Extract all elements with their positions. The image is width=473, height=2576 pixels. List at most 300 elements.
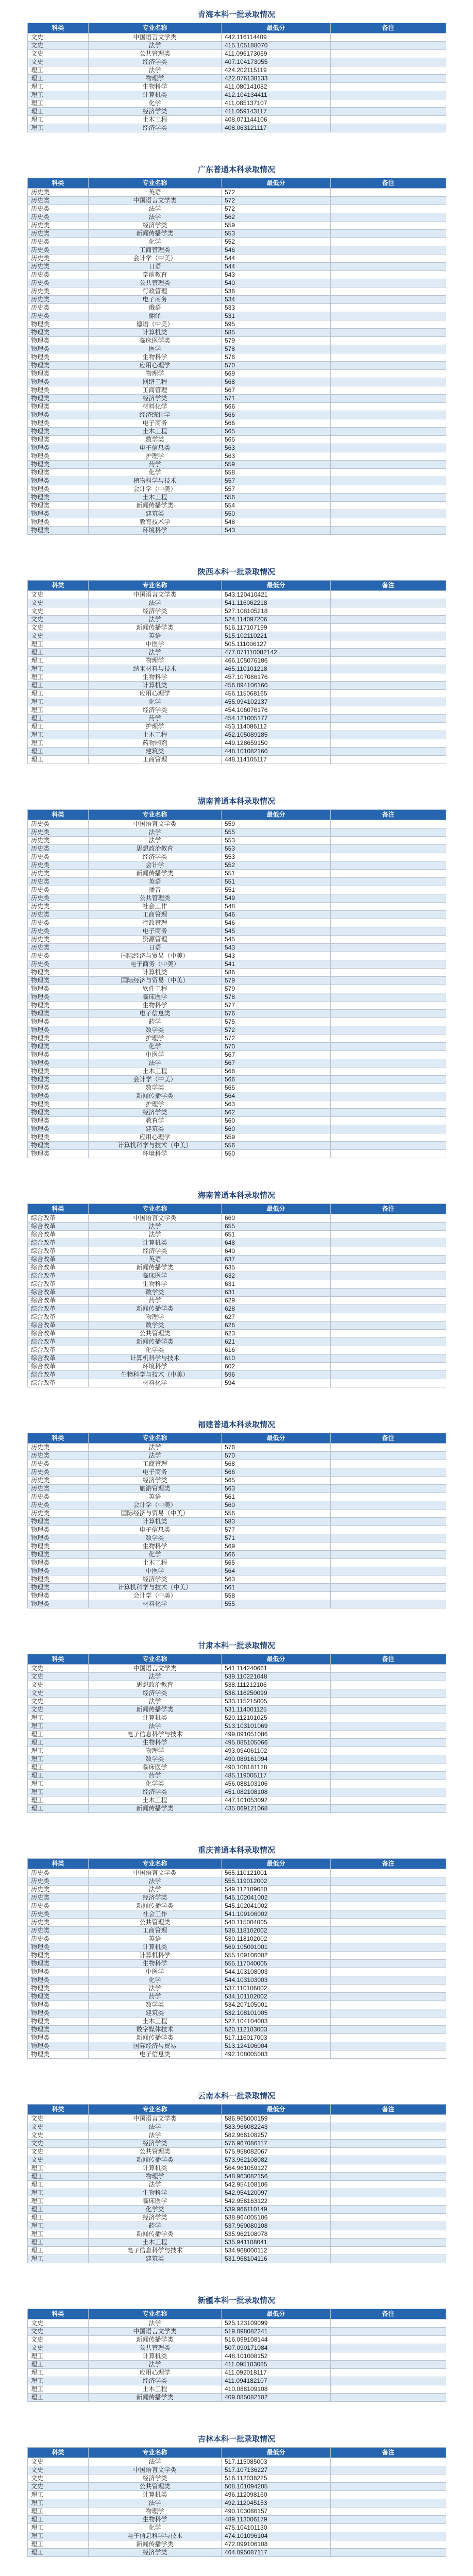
- score-cell: 541: [222, 960, 331, 969]
- score-cell: 563: [222, 444, 331, 452]
- major-cell: 计算机类: [89, 682, 222, 690]
- major-cell: 生物科学: [89, 1002, 222, 1010]
- subject-cell: 理工: [28, 2361, 89, 2369]
- subject-cell: 理工: [28, 649, 89, 657]
- major-cell: 网络工程: [89, 378, 222, 386]
- table-row: [28, 756, 446, 764]
- subject-cell: 理工: [28, 83, 89, 91]
- major-cell: 法学: [89, 2123, 222, 2131]
- note-cell: [331, 75, 446, 83]
- column-header-note: 备注: [331, 1859, 446, 1869]
- score-cell: 435.069121068: [222, 1805, 331, 1813]
- score-cell: 517.115085003: [222, 2458, 331, 2466]
- table-row: [28, 2483, 446, 2491]
- score-cell: 594: [222, 1379, 331, 1387]
- table-row: [28, 1305, 446, 1313]
- note-cell: [331, 1902, 446, 1910]
- note-cell: [331, 2499, 446, 2507]
- major-cell: 法学: [89, 1444, 222, 1452]
- score-cell: 577: [222, 1002, 331, 1010]
- note-cell: [331, 1043, 446, 1051]
- major-cell: 法学: [89, 1698, 222, 1706]
- admission-section: [27, 1188, 446, 1387]
- table-row: [28, 2466, 446, 2475]
- major-cell: 软件工程: [89, 985, 222, 993]
- column-header-score: 最低分: [222, 2448, 331, 2458]
- subject-cell: 理工: [28, 2189, 89, 2197]
- table-row: [28, 1869, 446, 1877]
- note-cell: [331, 706, 446, 715]
- table-row: [28, 665, 446, 673]
- major-cell: 国际经济与贸易（中美）: [89, 1510, 222, 1518]
- table-row: [28, 1051, 446, 1059]
- major-cell: 法学: [89, 1886, 222, 1894]
- table-row: [28, 469, 446, 477]
- major-cell: 临床医学: [89, 2197, 222, 2206]
- note-cell: [331, 723, 446, 731]
- score-cell: 537.110106002: [222, 1985, 331, 1993]
- subject-cell: 理工: [28, 2507, 89, 2516]
- score-cell: 585: [222, 329, 331, 337]
- note-cell: [331, 312, 446, 320]
- score-cell: 527.108105218: [222, 607, 331, 616]
- major-cell: 土木工程: [89, 2385, 222, 2394]
- table-row: [28, 1100, 446, 1109]
- score-cell: 628: [222, 1305, 331, 1313]
- note-cell: [331, 395, 446, 403]
- table-header-row: [28, 1859, 446, 1869]
- note-cell: [331, 1886, 446, 1894]
- table-row: [28, 1363, 446, 1371]
- major-cell: 法学: [89, 1231, 222, 1239]
- note-cell: [331, 2458, 446, 2466]
- subject-cell: 历史类: [28, 861, 89, 870]
- major-cell: 法学: [89, 1985, 222, 1993]
- score-cell: 477.071110082142: [222, 649, 331, 657]
- note-cell: [331, 1526, 446, 1534]
- major-cell: 计算机类: [89, 1714, 222, 1722]
- table-row: [28, 1551, 446, 1559]
- subject-cell: 物理类: [28, 1059, 89, 1067]
- note-cell: [331, 2466, 446, 2475]
- table-row: [28, 1002, 446, 1010]
- subject-cell: 物理类: [28, 985, 89, 993]
- note-cell: [331, 927, 446, 936]
- score-cell: 565: [222, 1477, 331, 1485]
- major-cell: 材料化学: [89, 1379, 222, 1387]
- note-cell: [331, 1764, 446, 1772]
- note-cell: [331, 1018, 446, 1026]
- major-cell: 经济学类: [89, 1894, 222, 1902]
- score-cell: 411.095103085: [222, 2361, 331, 2369]
- score-cell: 565: [222, 1559, 331, 1567]
- note-cell: [331, 944, 446, 952]
- major-cell: 播音: [89, 886, 222, 894]
- subject-cell: 文史: [28, 591, 89, 599]
- subject-cell: 理工: [28, 75, 89, 83]
- score-cell: 595: [222, 320, 331, 329]
- major-cell: 中国语言文学类: [89, 1214, 222, 1223]
- score-cell: 544.103103003: [222, 1976, 331, 1985]
- note-cell: [331, 255, 446, 263]
- score-cell: 552: [222, 861, 331, 870]
- note-cell: [331, 837, 446, 845]
- subject-cell: 物理类: [28, 1043, 89, 1051]
- note-cell: [331, 2507, 446, 2516]
- score-cell: 596: [222, 1371, 331, 1379]
- score-cell: 655: [222, 1223, 331, 1231]
- table-row: [28, 2230, 446, 2239]
- table-row: [28, 2361, 446, 2369]
- subject-cell: 理工: [28, 1755, 89, 1764]
- note-cell: [331, 411, 446, 419]
- note-cell: [331, 1084, 446, 1092]
- score-cell: 550: [222, 510, 331, 518]
- subject-cell: 历史类: [28, 1902, 89, 1910]
- score-cell: 555: [222, 1600, 331, 1608]
- major-cell: 数学类: [89, 436, 222, 444]
- score-cell: 466.105076186: [222, 657, 331, 665]
- note-cell: [331, 739, 446, 748]
- score-cell: 565.110121001: [222, 1869, 331, 1877]
- table-row: [28, 1902, 446, 1910]
- note-cell: [331, 1256, 446, 1264]
- subject-cell: 物理类: [28, 1584, 89, 1592]
- note-cell: [331, 2369, 446, 2377]
- score-cell: 490.103086157: [222, 2507, 331, 2516]
- major-cell: 会计学（中美）: [89, 485, 222, 494]
- subject-cell: 物理类: [28, 1076, 89, 1084]
- subject-cell: 理工: [28, 2385, 89, 2394]
- table-row: [28, 706, 446, 715]
- score-cell: 541.109106002: [222, 1910, 331, 1919]
- major-cell: 新闻传播学类: [89, 1092, 222, 1100]
- note-cell: [331, 870, 446, 878]
- subject-cell: 物理类: [28, 2042, 89, 2050]
- major-cell: 计算机科学与技术（中美）: [89, 1142, 222, 1150]
- admission-table: [27, 809, 446, 1158]
- note-cell: [331, 50, 446, 58]
- section-title: 新疆本科一批录取情况: [197, 2296, 275, 2305]
- subject-cell: 物理类: [28, 1067, 89, 1076]
- score-cell: 623: [222, 1330, 331, 1338]
- score-cell: 610: [222, 1354, 331, 1363]
- major-cell: 经济学类: [89, 1689, 222, 1698]
- table-row: [28, 255, 446, 263]
- score-cell: 553: [222, 230, 331, 238]
- table-row: [28, 927, 446, 936]
- table-row: [28, 1338, 446, 1346]
- score-cell: 527.104104003: [222, 2018, 331, 2026]
- note-cell: [331, 2001, 446, 2009]
- table-row: [28, 1010, 446, 1018]
- table-row: [28, 1468, 446, 1477]
- score-cell: 546: [222, 246, 331, 255]
- column-header-subject: 科类: [28, 178, 89, 189]
- score-cell: 448.101082160: [222, 748, 331, 756]
- table-row: [28, 723, 446, 731]
- note-cell: [331, 419, 446, 428]
- major-cell: 计算机科学与技术（中美）: [89, 1584, 222, 1592]
- major-cell: 生物科学: [89, 2189, 222, 2197]
- score-cell: 543: [222, 527, 331, 535]
- table-row: [28, 1755, 446, 1764]
- subject-cell: 历史类: [28, 894, 89, 903]
- table-row: [28, 2042, 446, 2050]
- table-row: [28, 2206, 446, 2214]
- score-cell: 531: [222, 312, 331, 320]
- subject-cell: 理工: [28, 1747, 89, 1755]
- table-row: [28, 527, 446, 535]
- score-cell: 567: [222, 1059, 331, 1067]
- table-row: [28, 936, 446, 944]
- major-cell: 工商管理: [89, 386, 222, 395]
- score-cell: 555.117040005: [222, 1960, 331, 1968]
- subject-cell: 综合改革: [28, 1239, 89, 1247]
- table-row: [28, 944, 446, 952]
- table-row: [28, 861, 446, 870]
- note-cell: [331, 820, 446, 828]
- score-cell: 448.114105117: [222, 756, 331, 764]
- subject-cell: 历史类: [28, 1460, 89, 1468]
- major-cell: 植物科学与技术: [89, 477, 222, 485]
- table-row: [28, 2549, 446, 2557]
- major-cell: 英语: [89, 878, 222, 886]
- note-cell: [331, 969, 446, 977]
- note-cell: [331, 2540, 446, 2549]
- table-row: [28, 1952, 446, 1960]
- column-header-note: 备注: [331, 178, 446, 189]
- note-cell: [331, 1952, 446, 1960]
- table-row: [28, 205, 446, 213]
- major-cell: 土木工程: [89, 2239, 222, 2247]
- table-row: [28, 624, 446, 632]
- subject-cell: 文史: [28, 624, 89, 632]
- major-cell: 化学: [89, 469, 222, 477]
- subject-cell: 理工: [28, 2499, 89, 2507]
- major-cell: 法学: [89, 599, 222, 607]
- score-cell: 454.106076176: [222, 706, 331, 715]
- subject-cell: 综合改革: [28, 1289, 89, 1297]
- score-cell: 578: [222, 993, 331, 1002]
- subject-cell: 文史: [28, 2336, 89, 2344]
- score-cell: 409.085082102: [222, 2394, 331, 2402]
- note-cell: [331, 2123, 446, 2131]
- table-row: [28, 2026, 446, 2034]
- table-row: [28, 1877, 446, 1886]
- table-row: [28, 853, 446, 861]
- score-cell: 579: [222, 977, 331, 985]
- table-row: [28, 1575, 446, 1584]
- column-header-subject: 科类: [28, 2105, 89, 2115]
- column-header-subject: 科类: [28, 1859, 89, 1869]
- score-cell: 520.112101025: [222, 1714, 331, 1722]
- subject-cell: 文史: [28, 1673, 89, 1681]
- score-cell: 629: [222, 1297, 331, 1305]
- major-cell: 新闻传播学类: [89, 2336, 222, 2344]
- subject-cell: 物理类: [28, 1600, 89, 1608]
- note-cell: [331, 1567, 446, 1575]
- note-cell: [331, 828, 446, 837]
- major-cell: 经济学类: [89, 58, 222, 66]
- score-cell: 555.119012002: [222, 1877, 331, 1886]
- subject-cell: 物理类: [28, 1010, 89, 1018]
- table-row: [28, 690, 446, 698]
- note-cell: [331, 894, 446, 903]
- note-cell: [331, 527, 446, 535]
- subject-cell: 历史类: [28, 255, 89, 263]
- score-cell: 411.092018117: [222, 2369, 331, 2377]
- note-cell: [331, 1681, 446, 1689]
- note-cell: [331, 1297, 446, 1305]
- table-row: [28, 649, 446, 657]
- major-cell: 法学: [89, 2131, 222, 2140]
- table-row: [28, 329, 446, 337]
- note-cell: [331, 1363, 446, 1371]
- major-cell: 教育技术学: [89, 518, 222, 527]
- major-cell: 行政管理: [89, 919, 222, 927]
- section-title: 重庆普通本科录取情况: [197, 1846, 275, 1855]
- table-row: [28, 878, 446, 886]
- note-cell: [331, 1747, 446, 1755]
- subject-cell: 理工: [28, 731, 89, 739]
- note-cell: [331, 748, 446, 756]
- subject-cell: 文史: [28, 2156, 89, 2164]
- subject-cell: 历史类: [28, 870, 89, 878]
- subject-cell: 文史: [28, 2458, 89, 2466]
- note-cell: [331, 2516, 446, 2524]
- column-header-major: 专业名称: [89, 810, 222, 820]
- score-cell: 565: [222, 428, 331, 436]
- table-row: [28, 403, 446, 411]
- note-cell: [331, 238, 446, 246]
- subject-cell: 理工: [28, 1805, 89, 1813]
- subject-cell: 历史类: [28, 1894, 89, 1902]
- table-row: [28, 296, 446, 304]
- subject-cell: 理工: [28, 682, 89, 690]
- subject-cell: 历史类: [28, 1468, 89, 1477]
- table-row: [28, 886, 446, 894]
- table-row: [28, 820, 446, 828]
- table-row: [28, 2140, 446, 2148]
- table-row: [28, 1993, 446, 2001]
- subject-cell: 综合改革: [28, 1346, 89, 1354]
- subject-cell: 物理类: [28, 1968, 89, 1976]
- major-cell: 环境科学: [89, 527, 222, 535]
- table-row: [28, 353, 446, 362]
- subject-cell: 文史: [28, 2319, 89, 2328]
- table-header-row: [28, 1433, 446, 1444]
- note-cell: [331, 189, 446, 197]
- score-cell: 464.095087117: [222, 2549, 331, 2557]
- note-cell: [331, 1460, 446, 1468]
- score-cell: 532.108101005: [222, 2009, 331, 2018]
- table-row: [28, 985, 446, 993]
- major-cell: 生物科学: [89, 2516, 222, 2524]
- score-cell: 495.085105066: [222, 1739, 331, 1747]
- admission-table: [27, 2104, 446, 2263]
- score-cell: 517.116017003: [222, 2034, 331, 2042]
- table-row: [28, 1117, 446, 1125]
- note-cell: [331, 2042, 446, 2050]
- note-cell: [331, 230, 446, 238]
- major-cell: 公共管理类: [89, 2483, 222, 2491]
- major-cell: 新闻传播学类: [89, 2540, 222, 2549]
- note-cell: [331, 1534, 446, 1543]
- note-cell: [331, 2148, 446, 2156]
- score-cell: 474.101096104: [222, 2532, 331, 2540]
- section-title: 海南普通本科录取情况: [197, 1191, 275, 1200]
- table-row: [28, 1059, 446, 1067]
- table-row: [28, 591, 446, 599]
- subject-cell: 物理类: [28, 320, 89, 329]
- column-header-note: 备注: [331, 581, 446, 591]
- table-row: [28, 452, 446, 461]
- major-cell: 数学类: [89, 1084, 222, 1092]
- score-cell: 472.099106108: [222, 2540, 331, 2549]
- subject-cell: 历史类: [28, 886, 89, 894]
- table-row: [28, 1313, 446, 1321]
- subject-cell: 文史: [28, 1689, 89, 1698]
- table-row: [28, 312, 446, 320]
- note-cell: [331, 1592, 446, 1600]
- score-cell: 545: [222, 927, 331, 936]
- note-cell: [331, 116, 446, 124]
- table-row: [28, 287, 446, 296]
- table-row: [28, 1280, 446, 1289]
- table-row: [28, 2507, 446, 2516]
- score-cell: 556: [222, 1510, 331, 1518]
- subject-cell: 理工: [28, 1731, 89, 1739]
- subject-cell: 理工: [28, 108, 89, 116]
- note-cell: [331, 2050, 446, 2059]
- major-cell: 土木工程: [89, 116, 222, 124]
- subject-cell: 理工: [28, 673, 89, 682]
- score-cell: 572: [222, 1035, 331, 1043]
- column-header-score: 最低分: [222, 23, 331, 33]
- score-cell: 496.112098160: [222, 2491, 331, 2499]
- subject-cell: 历史类: [28, 1869, 89, 1877]
- column-header-score: 最低分: [222, 1204, 331, 1214]
- table-row: [28, 1289, 446, 1297]
- column-header-score: 最低分: [222, 2309, 331, 2319]
- subject-cell: 历史类: [28, 205, 89, 213]
- table-row: [28, 960, 446, 969]
- section-title: 甘肃本科一批录取情况: [197, 1641, 275, 1650]
- major-cell: 经济学类: [89, 2377, 222, 2385]
- major-cell: 德语（中美）: [89, 320, 222, 329]
- score-cell: 576.967086117: [222, 2140, 331, 2148]
- note-cell: [331, 58, 446, 66]
- table-row: [28, 607, 446, 616]
- table-row: [28, 213, 446, 222]
- subject-cell: 历史类: [28, 853, 89, 861]
- major-cell: 数学类: [89, 1321, 222, 1330]
- note-cell: [331, 698, 446, 706]
- score-cell: 545.102041002: [222, 1902, 331, 1910]
- major-cell: 经济学类: [89, 2140, 222, 2148]
- note-cell: [331, 1731, 446, 1739]
- table-header-row: [28, 178, 446, 189]
- score-cell: 538.116250099: [222, 1689, 331, 1698]
- score-cell: 465.110101218: [222, 665, 331, 673]
- table-row: [28, 2034, 446, 2042]
- subject-cell: 物理类: [28, 2026, 89, 2034]
- note-cell: [331, 1035, 446, 1043]
- note-cell: [331, 444, 446, 452]
- table-row: [28, 1067, 446, 1076]
- subject-cell: 物理类: [28, 969, 89, 977]
